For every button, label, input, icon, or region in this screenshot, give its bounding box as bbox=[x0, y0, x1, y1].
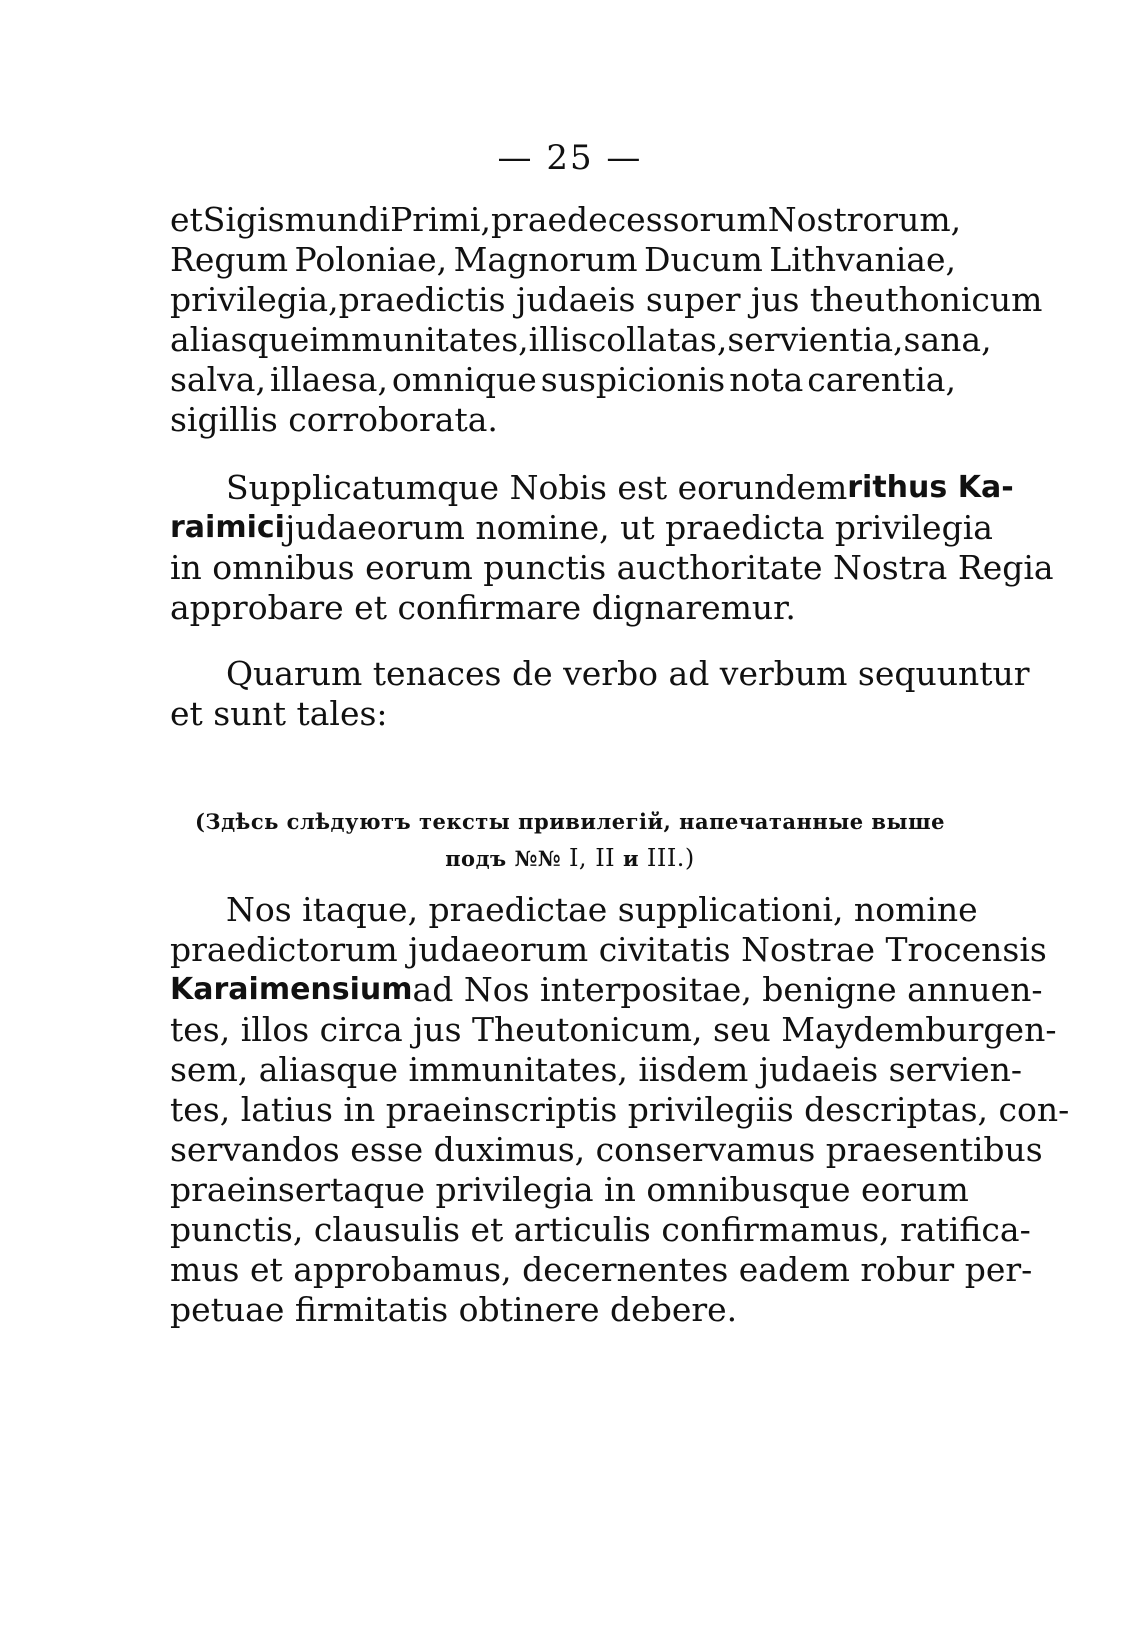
text-line: salva, illaesa, omnique suspicionis nota carentia, bbox=[170, 360, 956, 399]
text-line: privilegia, praedictis judaeis super jus theuthonicum bbox=[170, 280, 1043, 319]
text-line: Supplicatumque Nobis est eorundem rithus Ka- bbox=[226, 468, 1014, 507]
text-line: mus et approbamus, decernentes eadem robur per- bbox=[170, 1250, 1033, 1289]
text-line: petuae firmitatis obtinere debere. bbox=[170, 1290, 738, 1329]
text-line: praedictorum judaeorum civitatis Nostrae Trocensis bbox=[170, 930, 1047, 969]
text-line: sem, aliasque immunitates, iisdem judaeis servien- bbox=[170, 1050, 1023, 1089]
text-line: tes, illos circa jus Theutonicum, seu Maydemburgen- bbox=[170, 1010, 1057, 1049]
text-line: tes, latius in praeinscriptis privilegiis descriptas, con- bbox=[170, 1090, 1070, 1129]
text-line: punctis, clausulis et articulis confirmamus, ratifica- bbox=[170, 1210, 1031, 1249]
page-number: — 25 — bbox=[497, 138, 643, 178]
bold-term-karaimensium: Karaimensium bbox=[170, 972, 413, 1007]
text-line: approbare et confirmare dignaremur. bbox=[170, 588, 796, 627]
note-line: (Здѣсь слѣдуютъ тексты привилегій, напечатанные выше bbox=[194, 809, 945, 834]
text-line: praeinsertaque privilegia in omnibusque eorum bbox=[170, 1170, 969, 1209]
bold-term-rithus-karaimici: rithus Ka- bbox=[847, 470, 1014, 505]
text-line: Regum Poloniae, Magnorum Ducum Lithvaniae, bbox=[170, 240, 956, 279]
text-line: Quarum tenaces de verbo ad verbum sequuntur bbox=[226, 654, 1030, 693]
text-line: servandos esse duximus, conservamus praesentibus bbox=[170, 1130, 1043, 1169]
text-line: et sunt tales: bbox=[170, 694, 388, 733]
text-line: aliasque immunitates, illis collatas, servientia, sana, bbox=[170, 320, 992, 359]
text-line: et Sigismundi Primi, praedecessorum Nostrorum, bbox=[170, 200, 962, 239]
text-line: sigillis corroborata. bbox=[170, 400, 498, 439]
bold-term-karaimici: raimici bbox=[170, 510, 285, 545]
note-line: подъ №№ I, II и III.) bbox=[445, 844, 695, 872]
text-line: raimici judaeorum nomine, ut praedicta privilegia bbox=[170, 508, 993, 547]
text-line: Nos itaque, praedictae supplicationi, nomine bbox=[226, 890, 978, 929]
text-line: Karaimensium ad Nos interpositae, benigne annuen- bbox=[170, 970, 1043, 1009]
text-line: in omnibus eorum punctis aucthoritate Nostra Regia bbox=[170, 548, 1054, 587]
